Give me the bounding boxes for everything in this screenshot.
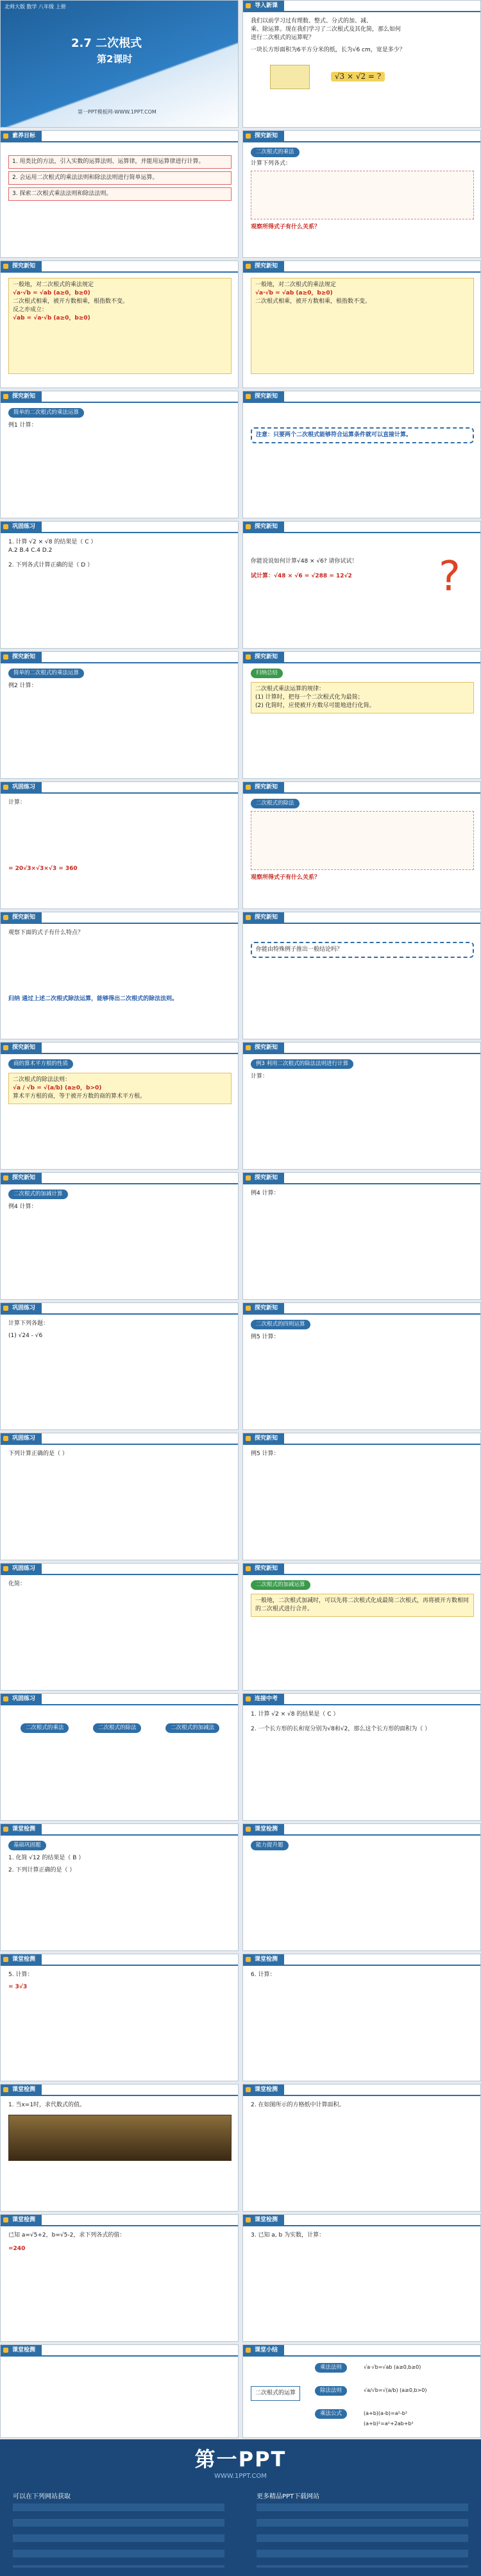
- rule-line: √a·√b = √ab (a≥0，b≥0): [13, 290, 90, 296]
- check-question: 2. 在如图所示的方格纸中计算面积。: [251, 2102, 345, 2108]
- section-heading: 二次根式的乘法: [251, 148, 300, 157]
- slide-example1: [0, 391, 239, 518]
- rule-line: √a / √b = √(a/b) (a≥0，b>0): [13, 1085, 102, 1091]
- thinking-question: 你能说说如何计算√48 × √6? 请你试试！: [251, 558, 358, 565]
- slide-check1: [0, 1823, 239, 1951]
- practice-question: 2. 下列各式计算正确的是（ D ）: [8, 562, 94, 568]
- check-question: 6. 计算：: [251, 1972, 276, 1978]
- slide-check4: [242, 1954, 481, 2081]
- site-label: 第一PPT模板网-WWW.1PPT.COM: [78, 109, 156, 115]
- rectangle-figure: [270, 65, 310, 89]
- slide-tag: 探究新知: [1, 652, 42, 662]
- connect-question: 2. 一个长方形的长和宽分别为√8和√2，那么这个长方形的面积为（ ）: [251, 1726, 431, 1732]
- painting-image: [8, 2115, 232, 2161]
- map-formula: √a·√b=√ab (a≥0,b≥0): [364, 2364, 421, 2370]
- objective-item: 2. 会运用二次根式的乘法法则和除法法则进行简单运算。: [8, 171, 232, 185]
- slide-tag: 探究新知: [243, 1043, 284, 1053]
- slide-tag: 课堂小结: [243, 2345, 284, 2355]
- slide-check3: [0, 1954, 239, 2081]
- slide-tag: 探究新知: [243, 131, 284, 141]
- slide-tag: 连接中考: [243, 1694, 284, 1704]
- explore-intro: 观察下面的式子有什么特点？: [8, 930, 84, 936]
- slide-tag: 探究新知: [243, 1564, 284, 1574]
- check-question: 已知 a=√5+2，b=√5-2，求下列各式的值：: [8, 2232, 126, 2239]
- slide-tag: 课堂检测: [243, 1824, 284, 1834]
- slide-tag: 探究新知: [1, 261, 42, 271]
- slide-tag: 素养目标: [1, 131, 42, 141]
- map-formula: √a/√b=√(a/b) (a≥0,b>0): [364, 2387, 427, 2393]
- objective-item: 1. 用类比的方法，引入实数的运算法则、运算律，并能用运算律进行计算。: [8, 155, 232, 169]
- slide-practice-final: [0, 2344, 239, 2438]
- example-case: 例5 计算：: [251, 1451, 280, 1457]
- slide-example3: [242, 1042, 481, 1170]
- section-heading: 简单的二次根式的乘法运算: [8, 408, 84, 418]
- section-heading: 简单的二次根式的乘法运算: [8, 669, 84, 678]
- practice-intro: 化简：: [8, 1581, 26, 1587]
- rule-line: 一般地，对二次根式的乘法规定: [13, 282, 94, 288]
- rule-line: 反之亦成立：: [13, 307, 48, 313]
- link-list-right: [257, 2503, 468, 2568]
- slide-example2: [0, 651, 239, 779]
- intro-text: 计算下列各式：: [251, 160, 292, 167]
- summary-line: 二次根式乘法运算的规律：: [255, 686, 325, 692]
- page-title: 2.7 二次根式: [71, 37, 142, 50]
- left-caption: 可以在下列网站获取: [13, 2493, 71, 2500]
- slide-tag: 巩固练习: [1, 1433, 42, 1444]
- map-node: 除法法则: [315, 2386, 347, 2396]
- rule-line: √a·√b = √ab (a≥0，b≥0): [255, 290, 333, 296]
- slide-explore2b: [242, 912, 481, 1039]
- check-question: 1. 当x=1时，求代数式的值。: [8, 2102, 86, 2108]
- slide-tag: 导入新课: [243, 1, 284, 11]
- section-heading: 二次根式的四则运算: [251, 1320, 310, 1329]
- practice-question: (1) √24 - √6: [8, 1333, 43, 1339]
- slide-practice2: [0, 781, 239, 909]
- slide-tag: 课堂检测: [1, 2215, 42, 2225]
- slide-practice5b: [0, 1693, 239, 1821]
- slide-check7: [0, 2214, 239, 2342]
- slide-explore3b: [242, 1433, 481, 1560]
- slide-tag: 探究新知: [1, 1173, 42, 1183]
- slide-tag: 探究新知: [243, 261, 284, 271]
- slide-division-rule: [0, 1042, 239, 1170]
- practice-question: 1. 计算 √2 × √8 的结果是（ C ）: [8, 539, 97, 545]
- summary-line: 一般地，二次根式加减时，可以先将二次根式化成最简二次根式，再将被开方数相同的二次根式进行合并。: [251, 1594, 474, 1617]
- observe-question: 观察所得式子有什么关系？: [251, 224, 321, 230]
- slide-check2: [242, 1823, 481, 1951]
- intro-line: 一块长方形面积为6平方分米的纸，长为√6 cm，宽是多少？: [251, 47, 405, 53]
- rule-line: 二次根式的除法法则：: [13, 1077, 71, 1083]
- slide-tag: 巩固练习: [1, 782, 42, 792]
- practice-intro: 计算下列各题：: [8, 1320, 49, 1327]
- formula-grid: [251, 811, 474, 870]
- section-heading: 例3 利用二次根式的除法法则进行计算: [251, 1059, 353, 1069]
- slide-tag: 探究新知: [243, 522, 284, 532]
- slide-summary1: [242, 651, 481, 779]
- example-case: 计算：: [251, 1073, 269, 1080]
- example-case: 例5 计算：: [251, 1334, 280, 1340]
- map-node: 乘法公式: [315, 2409, 347, 2419]
- slide-practice3: [0, 1302, 239, 1430]
- slide-tag: 巩固练习: [1, 1564, 42, 1574]
- slide-tag: 探究新知: [1, 391, 42, 402]
- slide-tag: 巩固练习: [1, 1694, 42, 1704]
- rule-line: √ab = √a·√b (a≥0，b≥0): [13, 315, 90, 321]
- check-question: 1. 化简 √12 的结果是（ B ）: [8, 1855, 85, 1861]
- section-heading: 二次根式的加减运算: [251, 1580, 310, 1590]
- slide-tag: 探究新知: [243, 1173, 284, 1183]
- slide-tag: 探究新知: [243, 1303, 284, 1313]
- slide-example4: [0, 1172, 239, 1300]
- intro-line: 进行二次根式的运算呢？: [251, 35, 315, 41]
- tree-node: 二次根式的乘法: [21, 1723, 69, 1733]
- intro-line: 我们以前学习过有理数、整式、分式的加、减、: [251, 18, 373, 24]
- practice-intro: 计算：: [8, 799, 26, 806]
- slide-explore1c: [242, 260, 481, 388]
- practice-answer: A.2 B.4 C.4 D.2: [8, 547, 53, 554]
- section-heading: 归纳总结: [251, 669, 283, 678]
- brand-footer: [0, 2439, 481, 2576]
- example-case: 例4 计算：: [251, 1190, 280, 1197]
- brand-logo: 第一PPT: [194, 2447, 287, 2471]
- slide-practice4: [0, 1433, 239, 1560]
- breadcrumb: 北师大版 数学 八年级 上册: [4, 4, 66, 10]
- note-text: 注意：只要两个二次根式能够符合运算条件就可以直接计算。: [256, 432, 412, 438]
- check-question: 2. 下列计算正确的是（ ）: [8, 1867, 76, 1873]
- check-answer: = 3√3: [8, 1984, 28, 1990]
- summary-line: (2) 化简时，应使被开方数尽可能地进行化简。: [255, 703, 375, 709]
- rule-line: 二次根式相乘，被开方数相乘，根指数不变。: [13, 298, 129, 305]
- slide-example1-note: [242, 391, 481, 518]
- slide-tag: 探究新知: [243, 391, 284, 402]
- objective-item: 3. 探索二次根式乘法法则和除法法则。: [8, 187, 232, 201]
- section-heading: 二次根式的加减计算: [8, 1190, 68, 1199]
- check-question: 3. 已知 a, b 为实数，计算：: [251, 2232, 325, 2239]
- practice-result: = 20√3×√3×√3 = 360: [8, 866, 78, 872]
- map-node: 乘法法则: [315, 2363, 347, 2373]
- rule-line: 一般地，对二次根式的乘法规定: [255, 282, 337, 288]
- slide-check8: [242, 2214, 481, 2342]
- slide-tag: 巩固练习: [1, 522, 42, 532]
- slide-tag: 探究新知: [243, 912, 284, 923]
- summary-line: (1) 计算时，把每一个二次根式化为最简；: [255, 694, 364, 701]
- rule-line: 二次根式相乘，被开方数相乘，根指数不变。: [255, 298, 371, 305]
- slide-objectives: [0, 130, 239, 258]
- slide-tag: 课堂检测: [243, 2215, 284, 2225]
- brand-url: WWW.1PPT.COM: [214, 2473, 267, 2480]
- check-result: =240: [8, 2246, 26, 2252]
- question-mark-icon: ?: [439, 553, 460, 601]
- slide-tag: 探究新知: [1, 1043, 42, 1053]
- example-case: 例2 计算：: [8, 683, 37, 689]
- slide-summary-map: [242, 2344, 481, 2438]
- slide-explore3: [242, 1302, 481, 1430]
- explore-note: 归纳 通过上述二次根式除法运算，能够得出二次根式的除法法则。: [8, 996, 178, 1002]
- slide-explore1: [242, 130, 481, 258]
- question-formula: √3 × √2 = ?: [331, 72, 385, 81]
- check-question: 5. 计算：: [8, 1972, 33, 1978]
- slide-check5: [0, 2084, 239, 2212]
- section-heading: 二次根式的除法: [251, 799, 300, 808]
- slide-practice5: [0, 1563, 239, 1691]
- slide-tag: 探究新知: [1, 912, 42, 923]
- slide-tag: 课堂检测: [243, 1954, 284, 1965]
- slide-connect: [242, 1693, 481, 1821]
- slide-tag: 探究新知: [243, 1433, 284, 1444]
- page-subtitle: 第2课时: [97, 53, 133, 65]
- slide-intro: [242, 0, 481, 128]
- thinking-answer: 试计算：√48 × √6 = √288 = 12√2: [251, 573, 352, 579]
- map-formula: (a+b)²=a²+2ab+b²: [364, 2421, 414, 2427]
- slide-tag: 课堂检测: [1, 1824, 42, 1834]
- slide-explore2: [242, 781, 481, 909]
- link-list-left: [13, 2503, 224, 2568]
- slide-explore2c: [0, 912, 239, 1039]
- rule-line: 算术平方根的商，等于被开方数的商的算术平方根。: [13, 1093, 146, 1100]
- tree-node: 二次根式的除法: [93, 1723, 142, 1733]
- slide-explore1b: [0, 260, 239, 388]
- section-heading: 基础巩固题: [8, 1841, 46, 1850]
- tree-node: 二次根式的加减法: [165, 1723, 219, 1733]
- think-question: 你能由特殊例子推出一般结论吗？: [256, 946, 343, 953]
- slide-tag: 课堂检测: [243, 2085, 284, 2095]
- slide-summary2: [242, 1563, 481, 1691]
- slide-example4b: [242, 1172, 481, 1300]
- section-heading: 商的算术平方根的性质: [8, 1059, 73, 1069]
- think-box: [251, 942, 474, 958]
- section-heading: 能力提升题: [251, 1841, 289, 1850]
- map-formula: (a+b)(a-b)=a²-b²: [364, 2410, 408, 2416]
- slide-tag: 探究新知: [243, 782, 284, 792]
- slide-tag: 课堂检测: [1, 2345, 42, 2355]
- map-center: 二次根式的运算: [251, 2386, 300, 2401]
- practice-intro: 下列计算正确的是（ ）: [8, 1451, 68, 1457]
- right-caption: 更多精品PPT下载网站: [257, 2493, 320, 2500]
- slide-tag: 课堂检测: [1, 2085, 42, 2095]
- title-slide: [0, 0, 239, 128]
- slide-tag: 课堂检测: [1, 1954, 42, 1965]
- slide-thinking: [242, 521, 481, 649]
- slide-tag: 探究新知: [243, 652, 284, 662]
- connect-question: 1. 计算 √2 × √8 的结果是（ C ）: [251, 1711, 339, 1718]
- slide-practice1: [0, 521, 239, 649]
- intro-line: 乘、除运算。现在我们学习了二次根式及其化简，那么如何: [251, 26, 401, 33]
- example-case: 例4 计算：: [8, 1204, 37, 1210]
- observe-question: 观察所得式子有什么关系？: [251, 874, 321, 881]
- slide-tag: 巩固练习: [1, 1303, 42, 1313]
- formula-grid: [251, 171, 474, 219]
- note-box: [251, 427, 474, 443]
- slide-check6: [242, 2084, 481, 2212]
- example-work: [8, 434, 232, 479]
- example-case: 例1 计算：: [8, 422, 37, 429]
